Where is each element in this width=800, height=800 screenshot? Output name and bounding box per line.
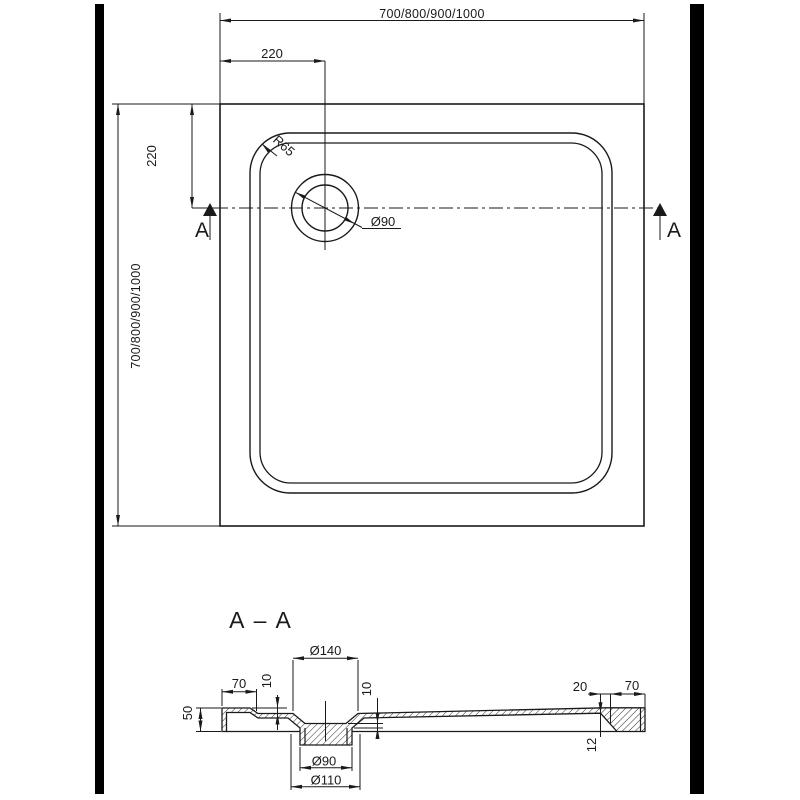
- plan-centerlines: [192, 61, 664, 250]
- dim-drain-hole-diameter: Ø90: [311, 753, 337, 769]
- label-drain-diameter: Ø90: [370, 214, 396, 229]
- dim-drain-offset-y: 220: [144, 145, 159, 167]
- dim-overall-height: 700/800/900/1000: [129, 263, 143, 369]
- section-marker-a-right: A: [666, 219, 682, 242]
- dim-rim-width-left: 70: [231, 676, 247, 691]
- dim-wall-thickness-left: 10: [259, 673, 274, 689]
- section-cut-arrow-left: [203, 203, 217, 216]
- left-border-bar: [95, 4, 104, 794]
- dim-bottom-thickness: 12: [584, 737, 599, 753]
- dim-recess-thickness: 10: [359, 681, 374, 697]
- plan-arrowheads: [116, 19, 644, 527]
- plan-view: [112, 13, 667, 526]
- dim-tray-height: 50: [180, 705, 195, 721]
- dim-rim-width-right: 70: [624, 678, 640, 693]
- section-title: A – A: [229, 607, 293, 633]
- label-corner-radius: R65: [270, 132, 298, 160]
- dim-recess-diameter: Ø140: [309, 643, 342, 658]
- dim-drain-boss-diameter: Ø110: [310, 772, 342, 788]
- right-border-bar: [690, 4, 704, 794]
- tray-outline: [220, 104, 644, 526]
- dim-step-width: 20: [572, 679, 588, 694]
- section-cut-arrow-right: [653, 203, 667, 216]
- section-marker-a-left: A: [194, 219, 210, 242]
- dim-drain-offset-x: 220: [261, 46, 283, 61]
- plan-dimension-lines: [112, 13, 660, 526]
- dim-overall-width: 700/800/900/1000: [379, 7, 485, 21]
- section-profile: [222, 708, 645, 745]
